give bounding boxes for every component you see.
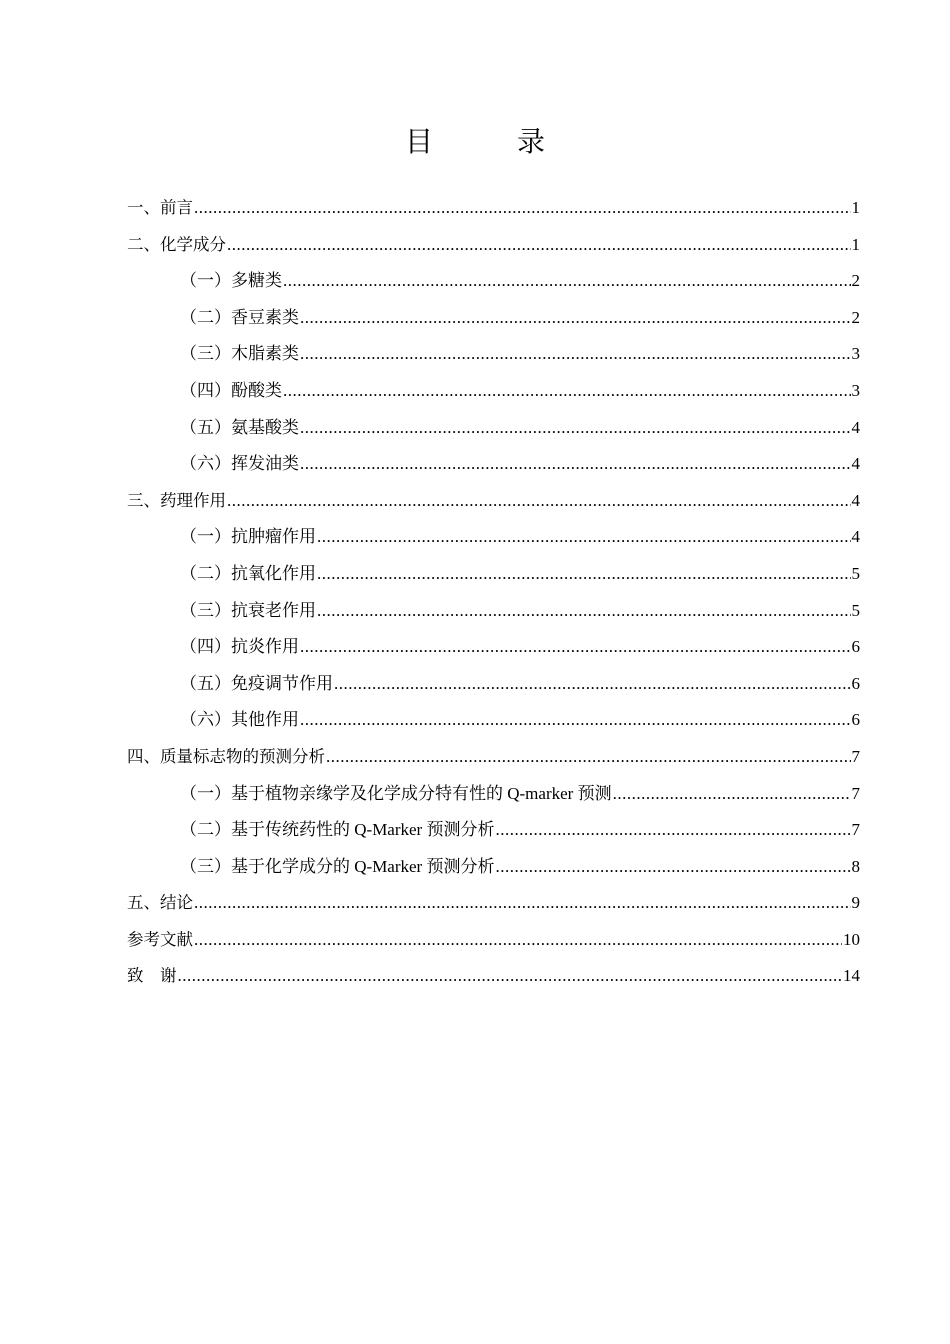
toc-entry-page-number: 1: [851, 198, 860, 217]
toc-entry-page-number: 1: [851, 234, 860, 254]
toc-entry-label: （三）基于化学成分的 Q-Marker 预测分析: [180, 856, 495, 876]
toc-dot-leader: [300, 629, 851, 666]
toc-entry-page-number: 4: [851, 454, 860, 474]
toc-entry-page-number: 4: [851, 490, 860, 510]
toc-dot-leader: [300, 300, 851, 337]
toc-entry[interactable]: [127, 300, 860, 337]
toc-entry[interactable]: [127, 885, 860, 922]
toc-entry[interactable]: [127, 739, 860, 776]
toc-dot-leader: [495, 849, 850, 886]
toc-entry-page-number: 6: [851, 637, 860, 657]
toc-entry-page-number: 14: [843, 966, 860, 986]
toc-dot-leader: [194, 885, 851, 922]
toc-entry-label: 致 谢: [127, 966, 177, 986]
toc-dot-leader: [334, 666, 851, 703]
toc-entry-page-number: 4: [851, 527, 860, 547]
toc-dot-leader: [326, 739, 851, 776]
toc-dot-leader: [300, 410, 851, 447]
toc-entry[interactable]: [127, 190, 860, 227]
toc-entry-label: （四）抗炎作用: [180, 637, 299, 657]
toc-entry-label: （四）酚酸类: [180, 380, 282, 400]
toc-entry-label: （二）基于传统药性的 Q-Marker 预测分析: [180, 820, 495, 840]
toc-entry-page-number: 3: [851, 344, 860, 364]
toc-entry[interactable]: [127, 446, 860, 483]
toc-entry[interactable]: [127, 666, 860, 703]
toc-entry[interactable]: [127, 519, 860, 556]
toc-entry-page-number: 4: [851, 417, 860, 437]
toc-entry-label: （一）多糖类: [180, 271, 282, 291]
toc-entry[interactable]: [127, 483, 860, 520]
toc-entry-page-number: 8: [851, 856, 860, 876]
toc-entry-label: 二、化学成分: [127, 234, 226, 254]
toc-entry[interactable]: [127, 812, 860, 849]
toc-entry-label: （三）抗衰老作用: [180, 600, 316, 620]
toc-entry[interactable]: [127, 629, 860, 666]
toc-entry[interactable]: [127, 922, 860, 959]
toc-entry-page-number: 5: [851, 563, 860, 583]
toc-entry-label: （三）木脂素类: [180, 344, 299, 364]
toc-entry[interactable]: [127, 849, 860, 886]
toc-dot-leader: [317, 519, 851, 556]
toc-entry[interactable]: [127, 958, 860, 995]
toc-dot-leader: [300, 702, 851, 739]
toc-entry[interactable]: [127, 263, 860, 300]
table-of-contents: [127, 190, 860, 995]
toc-entry-label: （二）香豆素类: [180, 307, 299, 327]
toc-dot-leader: [194, 922, 842, 959]
toc-dot-leader: [227, 227, 851, 264]
toc-dot-leader: [300, 336, 851, 373]
toc-entry-page-number: 7: [851, 783, 860, 803]
toc-entry[interactable]: [127, 227, 860, 264]
toc-dot-leader: [495, 812, 850, 849]
toc-entry-label: 一、前言: [127, 198, 193, 217]
toc-entry-label: （二）抗氧化作用: [180, 563, 316, 583]
toc-entry-label: 五、结论: [127, 893, 193, 913]
toc-entry-label: 三、药理作用: [127, 490, 226, 510]
toc-entry[interactable]: [127, 556, 860, 593]
toc-dot-leader: [227, 483, 851, 520]
page-title: 目 录: [404, 125, 573, 158]
toc-dot-leader: [283, 263, 851, 300]
toc-entry[interactable]: [127, 373, 860, 410]
toc-dot-leader: [317, 556, 851, 593]
toc-dot-leader: [178, 958, 843, 995]
toc-entry[interactable]: [127, 336, 860, 373]
toc-dot-leader: [613, 776, 851, 813]
toc-entry[interactable]: [127, 593, 860, 630]
toc-entry-label: （六）挥发油类: [180, 454, 299, 474]
toc-dot-leader: [194, 190, 851, 227]
toc-entry-page-number: 2: [851, 307, 860, 327]
toc-entry-page-number: 7: [851, 820, 860, 840]
toc-entry-page-number: 10: [843, 929, 860, 949]
toc-entry-page-number: 3: [851, 380, 860, 400]
toc-entry-label: （一）抗肿瘤作用: [180, 527, 316, 547]
toc-entry-page-number: 9: [851, 893, 860, 913]
toc-entry-page-number: 7: [851, 746, 860, 766]
toc-dot-leader: [300, 446, 851, 483]
toc-entry-label: （六）其他作用: [180, 710, 299, 730]
toc-entry-label: 四、质量标志物的预测分析: [127, 746, 325, 766]
toc-entry[interactable]: [127, 776, 860, 813]
toc-entry[interactable]: [127, 410, 860, 447]
toc-entry-page-number: 6: [851, 673, 860, 693]
toc-entry-page-number: 6: [851, 710, 860, 730]
toc-entry-page-number: 2: [851, 271, 860, 291]
toc-entry-label: （一）基于植物亲缘学及化学成分特有性的 Q-marker 预测: [180, 783, 612, 803]
toc-entry-page-number: 5: [851, 600, 860, 620]
toc-entry-label: 参考文献: [127, 929, 193, 949]
toc-dot-leader: [283, 373, 851, 410]
toc-entry[interactable]: [127, 702, 860, 739]
toc-entry-label: （五）氨基酸类: [180, 417, 299, 437]
toc-entry-label: （五）免疫调节作用: [180, 673, 333, 693]
toc-dot-leader: [317, 593, 851, 630]
